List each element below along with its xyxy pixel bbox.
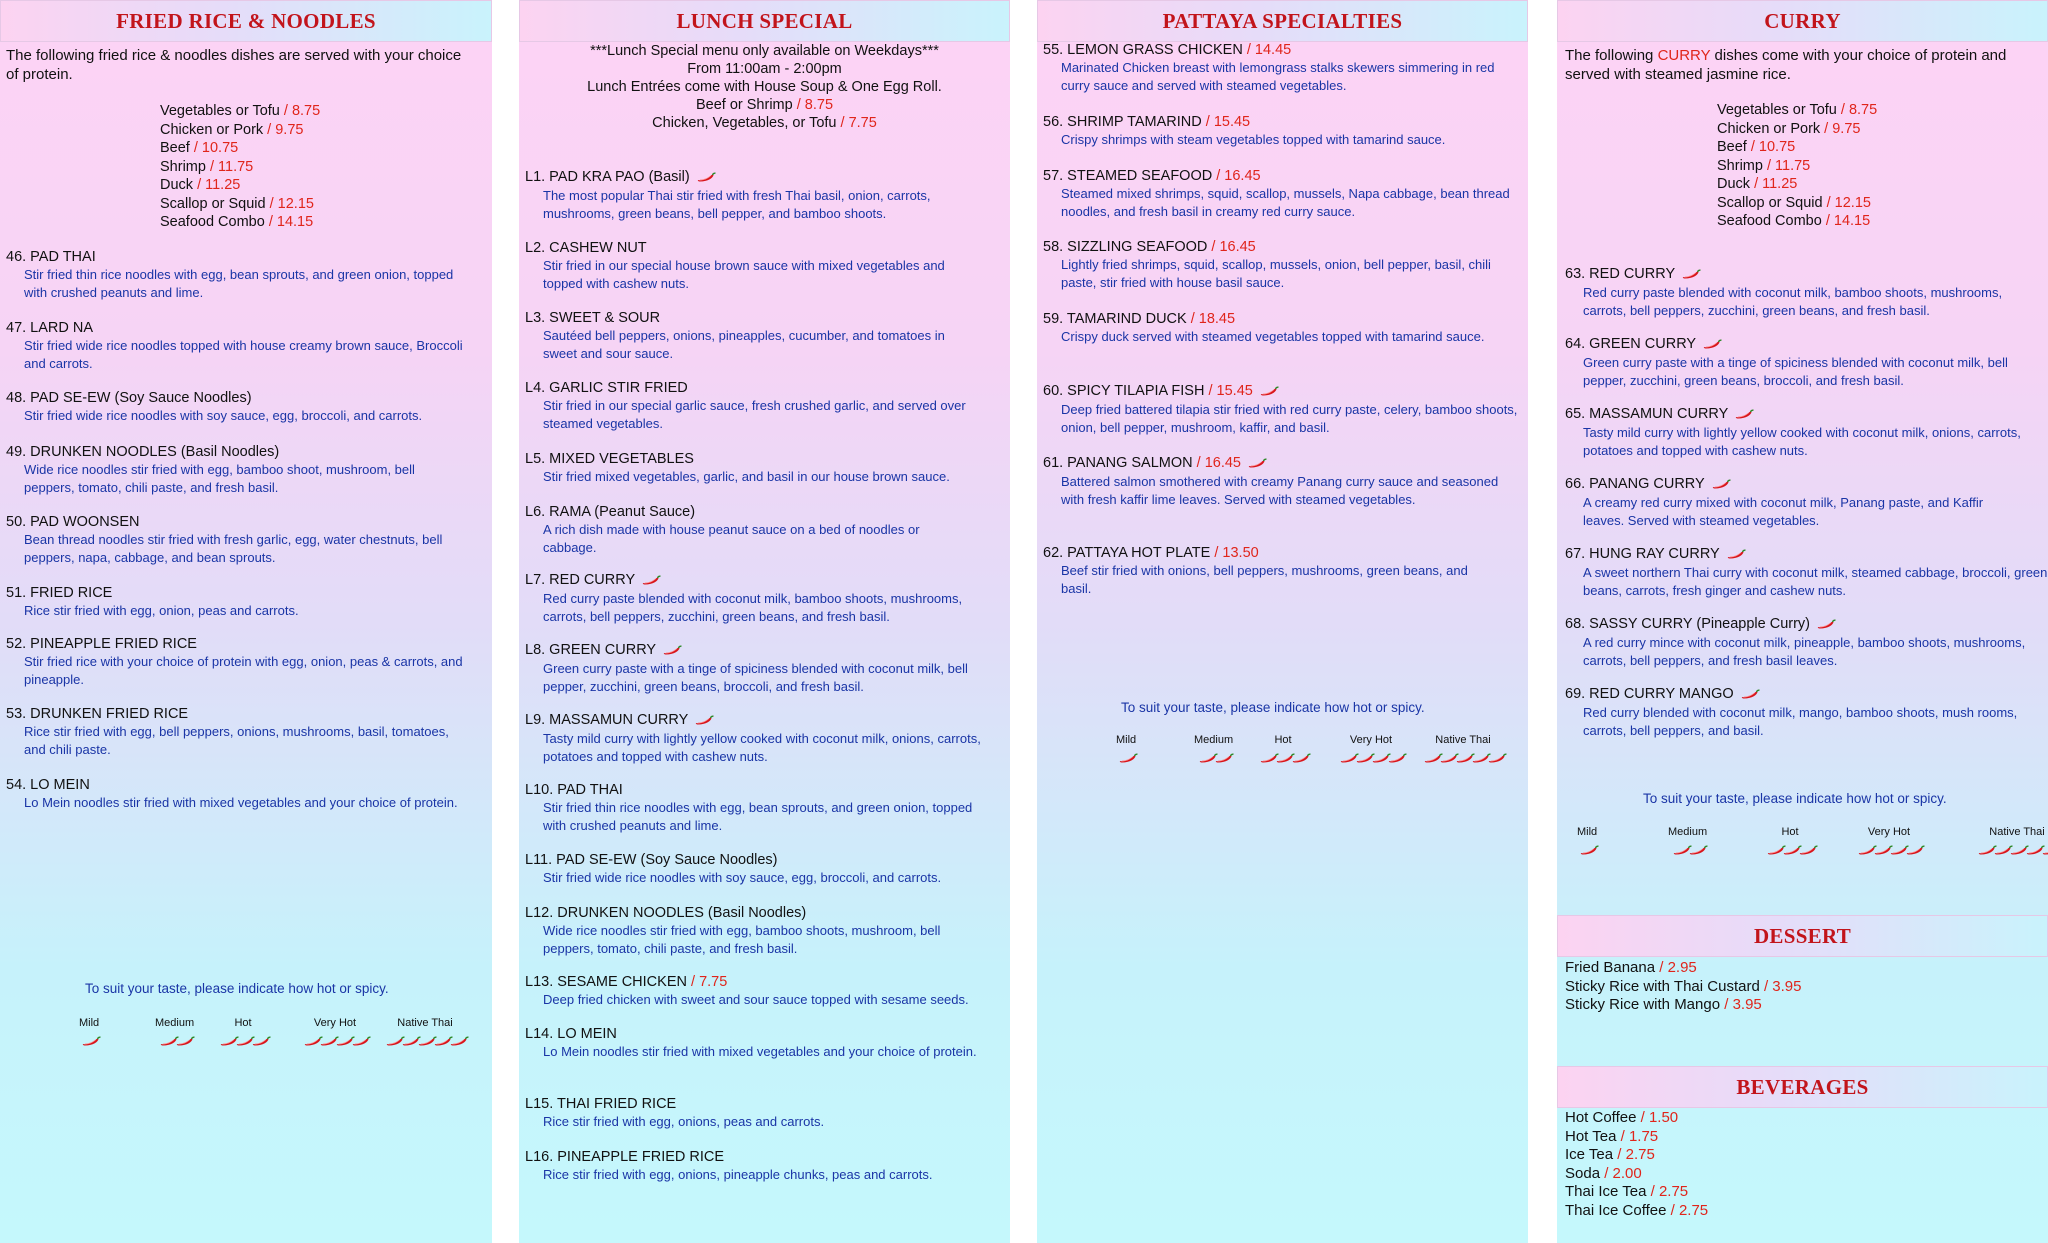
spice-level-label: Medium bbox=[1194, 734, 1234, 746]
price-row: Sticky Rice with Thai Custard / 3.95 bbox=[1565, 977, 1802, 995]
menu-item: L9. MASSAMUN CURRY Tasty mild curry with lightly yellow cooked with coconut milk, onions, carrots, potatoes and topped with cashew nuts. bbox=[525, 712, 981, 764]
price-row: Chicken or Pork / 9.75 bbox=[1717, 120, 1861, 137]
menu-item: 57. STEAMED SEAFOOD / 16.45 Steamed mixed shrimps, squid, scallop, mussels, Napa cabbage, bean thread noodles, and fresh basil in creamy red curry sauce. bbox=[1043, 168, 1510, 219]
pepper-icon bbox=[1259, 383, 1279, 401]
menu-item: 56. SHRIMP TAMARIND / 15.45 Crispy shrimps with steam vegetables topped with tamarind sauce. bbox=[1043, 114, 1446, 147]
menu-item: 62. PATTAYA HOT PLATE / 13.50 Beef stir fried with onions, bell peppers, mushrooms, green beans, and basil. bbox=[1043, 545, 1468, 596]
menu-item: 60. SPICY TILAPIA FISH / 15.45 Deep fried battered tilapia stir fried with red curry paste, celery, bamboo shoots, onion, bell pepper, mushroom, kaffir, and basil. bbox=[1043, 383, 1518, 435]
pepper-icon bbox=[1905, 842, 1925, 860]
spice-level-label: Native Thai bbox=[1989, 826, 2045, 838]
price-row: Hot Tea / 1.75 bbox=[1565, 1127, 1659, 1145]
menu-item: L15. THAI FRIED RICE Rice stir fried with egg, onions, peas and carrots. bbox=[525, 1096, 825, 1129]
menu-item: L4. GARLIC STIR FRIED Stir fried in our special garlic sauce, fresh crushed garlic, and served over steamed vegetables. bbox=[525, 380, 966, 431]
menu-item: 55. LEMON GRASS CHICKEN / 14.45 Marinated Chicken breast with lemongrass stalks skewers simmering in red curry sauce and served with steamed vegetables. bbox=[1043, 42, 1495, 93]
curry-title: CURRY bbox=[1764, 8, 1841, 33]
noodles-intro: The following fried rice & noodles dishes are served with your choice of protein. bbox=[6, 47, 462, 83]
spice-note: To suit your taste, please indicate how hot or spicy. bbox=[1121, 700, 1425, 715]
price-row: Seafood Combo / 14.15 bbox=[160, 214, 314, 230]
pattaya-title: PATTAYA SPECIALTIES bbox=[1162, 8, 1403, 33]
price-row: Scallop or Squid / 12.15 bbox=[1717, 194, 1871, 211]
spice-level-label: Medium bbox=[155, 1017, 195, 1029]
menu-item: L11. PAD SE-EW (Soy Sauce Noodles) Stir fried wide rice noodles with soy sauce, egg, broccoli, and carrots. bbox=[525, 852, 942, 885]
dessert-title: DESSERT bbox=[1753, 923, 1852, 948]
spice-level-label: Hot bbox=[1781, 826, 1799, 838]
menu-item: 50. PAD WOONSEN Bean thread noodles stir fried with fresh garlic, egg, water chestnuts, bell peppers, napa, cabbage, and bean sprouts. bbox=[6, 514, 443, 565]
menu-item: L8. GREEN CURRY Green curry paste with a tinge of spiciness blended with coconut milk, bell pepper, zucchini, green beans, broccoli, and fresh basil. bbox=[525, 642, 968, 694]
spice-note: To suit your taste, please indicate how hot or spicy. bbox=[85, 981, 389, 996]
pepper-icon bbox=[1579, 842, 1599, 860]
spice-level bbox=[219, 1017, 267, 1051]
menu-item: 65. MASSAMUN CURRY Tasty mild curry with lightly yellow cooked with coconut milk, onions, carrots, potatoes and topped with cashew nuts. bbox=[1565, 406, 2021, 458]
noodles-title: FRIED RICE & NOODLES bbox=[116, 8, 376, 33]
spice-level bbox=[1339, 734, 1403, 768]
price-row: Shrimp / 11.75 bbox=[1717, 157, 1811, 174]
menu-item: 68. SASSY CURRY (Pineapple Curry) A red curry mince with coconut milk, pineapple, bamboo shoots, mushrooms, carrots, bell peppers, and fresh basil leaves. bbox=[1565, 616, 2026, 668]
spice-level-label: Mild bbox=[1577, 826, 1598, 838]
price-row: Chicken, Vegetables, or Tofu / 7.75 bbox=[652, 115, 877, 131]
pepper-icon bbox=[1118, 750, 1138, 768]
spice-note: To suit your taste, please indicate how hot or spicy. bbox=[1643, 791, 1947, 806]
beverages-header bbox=[1557, 1066, 2048, 1108]
noodles-price-list bbox=[160, 102, 320, 232]
price-row: Duck / 11.25 bbox=[1717, 176, 1798, 192]
spice-level-label: Medium bbox=[1668, 826, 1708, 838]
pepper-icon bbox=[1214, 750, 1234, 768]
pepper-icon bbox=[1740, 686, 1760, 704]
spice-level bbox=[1577, 826, 1597, 860]
pattaya-column bbox=[1037, 0, 1528, 1243]
price-row: Fried Banana / 2.95 bbox=[1565, 959, 1697, 976]
curry-header bbox=[1557, 0, 2048, 42]
menu-item: L6. RAMA (Peanut Sauce) A rich dish made with house peanut sauce on a bed of noodles or cabbage. bbox=[525, 504, 920, 555]
beverages-list bbox=[1565, 1109, 1708, 1220]
spice-level-label: Very Hot bbox=[313, 1017, 357, 1029]
price-row: Soda / 2.00 bbox=[1565, 1164, 1642, 1182]
spice-level bbox=[1194, 734, 1233, 768]
spice-level-label: Hot bbox=[1274, 734, 1292, 746]
price-row: Beef or Shrimp / 8.75 bbox=[695, 97, 834, 113]
menu-item: L16. PINEAPPLE FRIED RICE Rice stir fried with egg, onions, pineapple chunks, peas and carrots. bbox=[525, 1149, 933, 1182]
pepper-icon bbox=[1247, 455, 1267, 473]
spice-level-label: Mild bbox=[79, 1017, 100, 1029]
menu-item: 61. PANANG SALMON / 16.45 Battered salmon smothered with creamy Panang curry sauce and seasoned with fresh kaffir lime leaves. Served with steamed vegetables. bbox=[1043, 455, 1499, 507]
dessert-header bbox=[1557, 915, 2048, 957]
price-row: Shrimp / 11.75 bbox=[160, 158, 254, 175]
pepper-icon bbox=[694, 712, 714, 730]
menu-item: L5. MIXED VEGETABLES Stir fried mixed vegetables, garlic, and basil in our house brown sauce. bbox=[525, 451, 950, 484]
pepper-icon bbox=[1387, 750, 1407, 768]
menu-item: 69. RED CURRY MANGO Red curry blended with coconut milk, mango, bamboo shoots, mush rooms, carrots, bell peppers, and basil. bbox=[1565, 686, 2018, 738]
menu-item: 51. FRIED RICE Rice stir fried with egg, onion, peas and carrots. bbox=[6, 585, 299, 618]
price-row: Sticky Rice with Mango / 3.95 bbox=[1565, 996, 1762, 1013]
lunch-title: LUNCH SPECIAL bbox=[676, 8, 853, 33]
menu-item: L13. SESAME CHICKEN / 7.75 Deep fried chicken with sweet and sour sauce topped with sesame seeds. bbox=[525, 974, 969, 1007]
pepper-icon bbox=[1681, 266, 1701, 284]
price-row: Thai Ice Coffee / 2.75 bbox=[1565, 1201, 1709, 1219]
beverages-title: BEVERAGES bbox=[1736, 1074, 1869, 1099]
spice-level bbox=[1423, 734, 1503, 768]
pepper-icon bbox=[1711, 476, 1731, 494]
menu-item: 52. PINEAPPLE FRIED RICE Stir fried rice with your choice of protein with egg, onion, peas & carrots, and pineapple. bbox=[6, 636, 463, 687]
price-row: Hot Coffee / 1.50 bbox=[1565, 1109, 1679, 1126]
pepper-icon bbox=[251, 1033, 271, 1051]
menu-item: L10. PAD THAI Stir fried thin rice noodles with egg, bean sprouts, and green onion, topped with crushed peanuts and lime. bbox=[525, 782, 973, 833]
spice-level-label: Native Thai bbox=[397, 1017, 453, 1029]
pepper-icon bbox=[1798, 842, 1818, 860]
pepper-icon bbox=[1726, 546, 1746, 564]
spice-level bbox=[155, 1017, 194, 1051]
menu-item: 54. LO MEIN Lo Mein noodles stir fried with mixed vegetables and your choice of protein. bbox=[6, 777, 458, 810]
pepper-icon bbox=[1688, 842, 1708, 860]
spice-level bbox=[1766, 826, 1814, 860]
menu-item: L2. CASHEW NUT Stir fried in our special house brown sauce with mixed vegetables and topped with cashew nuts. bbox=[525, 240, 945, 291]
menu-item: 59. TAMARIND DUCK / 18.45 Crispy duck served with steamed vegetables topped with tamarind sauce. bbox=[1043, 311, 1485, 344]
spice-level-label: Hot bbox=[234, 1017, 252, 1029]
price-row: Beef / 10.75 bbox=[1717, 139, 1796, 155]
spice-level bbox=[385, 1017, 465, 1051]
spice-level bbox=[1259, 734, 1307, 768]
dessert-list bbox=[1565, 959, 1802, 1015]
pepper-icon bbox=[2041, 842, 2048, 860]
menu-item: 53. DRUNKEN FRIED RICE Rice stir fried with egg, bell peppers, onions, mushrooms, basil, tomatoes, and chili paste. bbox=[6, 706, 449, 757]
menu-item: L3. SWEET & SOUR Sautéed bell peppers, onions, pineapples, cucumber, and tomatoes in sweet and sour sauce. bbox=[525, 310, 945, 361]
menu-item: L1. PAD KRA PAO (Basil) The most popular Thai stir fried with fresh Thai basil, onion, carrots, mushrooms, green beans, bell pepper, and bamboo shoots. bbox=[525, 169, 931, 221]
spice-level bbox=[1668, 826, 1707, 860]
menu-item: 64. GREEN CURRY Green curry paste with a tinge of spiciness blended with coconut milk, bell pepper, zucchini, green beans, broccoli, and fresh basil. bbox=[1565, 336, 2008, 388]
pepper-icon bbox=[175, 1033, 195, 1051]
price-row: Scallop or Squid / 12.15 bbox=[160, 195, 314, 212]
pepper-icon bbox=[1487, 750, 1507, 768]
pepper-icon bbox=[1816, 616, 1836, 634]
menu-item: 49. DRUNKEN NOODLES (Basil Noodles) Wide rice noodles stir fried with egg, bamboo shoot, mushroom, bell peppers, tomato, chili paste, and fresh basil. bbox=[6, 444, 415, 495]
price-row: Thai Ice Tea / 2.75 bbox=[1565, 1183, 1689, 1200]
pepper-icon bbox=[449, 1033, 469, 1051]
pepper-icon bbox=[662, 642, 682, 660]
menu-item: 47. LARD NA Stir fried wide rice noodles topped with house creamy brown sauce, Broccoli and carrots. bbox=[6, 320, 463, 371]
spice-level bbox=[79, 1017, 99, 1051]
pepper-icon bbox=[81, 1033, 101, 1051]
price-row: Duck / 11.25 bbox=[160, 177, 241, 193]
menu-item: 46. PAD THAI Stir fried thin rice noodles with egg, bean sprouts, and green onion, topped with crushed peanuts and lime. bbox=[6, 249, 454, 300]
spice-level bbox=[1857, 826, 1921, 860]
spice-level-label: Very Hot bbox=[1867, 826, 1911, 838]
pepper-icon bbox=[641, 572, 661, 590]
price-row: Beef / 10.75 bbox=[160, 140, 239, 156]
menu-item: L14. LO MEIN Lo Mein noodles stir fried with mixed vegetables and your choice of protein. bbox=[525, 1026, 977, 1059]
spice-level bbox=[303, 1017, 367, 1051]
pepper-icon bbox=[1702, 336, 1722, 354]
price-row: Seafood Combo / 14.15 bbox=[1717, 213, 1871, 229]
spice-level bbox=[1977, 826, 2048, 860]
menu-item: 66. PANANG CURRY A creamy red curry mixed with coconut milk, Panang paste, and Kaffir leaves. Served with steamed vegetables. bbox=[1565, 476, 1984, 528]
curry-column bbox=[1557, 0, 2048, 1243]
spice-level bbox=[1116, 734, 1136, 768]
spice-level-label: Native Thai bbox=[1435, 734, 1491, 746]
pepper-icon bbox=[351, 1033, 371, 1051]
curry-intro: The following CURRY dishes come with your choice of protein and served with steamed jasmine rice. bbox=[1565, 47, 2007, 83]
pattaya-header bbox=[1037, 0, 1528, 42]
lunch-header bbox=[519, 0, 1010, 42]
curry-price-list bbox=[1717, 101, 1877, 231]
menu-item: 48. PAD SE-EW (Soy Sauce Noodles) Stir fried wide rice noodles with soy sauce, egg, broccoli, and carrots. bbox=[6, 390, 423, 423]
menu-item: 67. HUNG RAY CURRY A sweet northern Thai curry with coconut milk, steamed cabbage, broccoli, green beans, carrots, fresh ginger and cashew nuts. bbox=[1565, 546, 2048, 598]
menu-item: 58. SIZZLING SEAFOOD / 16.45 Lightly fried shrimps, squid, scallop, mussels, onion, bell pepper, basil, chili paste, stir fried with house basil sauce. bbox=[1043, 239, 1491, 290]
price-row: Vegetables or Tofu / 8.75 bbox=[1717, 102, 1878, 118]
menu-item: L12. DRUNKEN NOODLES (Basil Noodles) Wide rice noodles stir fried with egg, bamboo shoots, mushroom, bell peppers, tomato, chili paste, and fresh basil. bbox=[525, 905, 941, 956]
noodles-header bbox=[0, 0, 492, 42]
menu-item: 63. RED CURRY Red curry paste blended with coconut milk, bamboo shoots, mushrooms, carrots, bell peppers, zucchini, green beans, and fresh basil. bbox=[1565, 266, 2003, 318]
spice-level-label: Very Hot bbox=[1349, 734, 1393, 746]
price-row: Chicken or Pork / 9.75 bbox=[160, 121, 304, 138]
lunch-column bbox=[519, 0, 1010, 1243]
pepper-icon bbox=[1291, 750, 1311, 768]
pepper-icon bbox=[696, 169, 716, 187]
price-row: Vegetables or Tofu / 8.75 bbox=[160, 103, 321, 119]
spice-level-label: Mild bbox=[1116, 734, 1137, 746]
lunch-info: ***Lunch Special menu only available on Weekdays*** From 11:00am - 2:00pm Lunch Entrées come with House Soup & One Egg Roll. Beef or Shrimp / 8.75 Chicken, Vegetables, or Tofu / 7.75 bbox=[519, 42, 1010, 132]
price-row: Ice Tea / 2.75 bbox=[1565, 1146, 1655, 1163]
noodles-column bbox=[0, 0, 492, 1243]
menu-item: L7. RED CURRY Red curry paste blended with coconut milk, bamboo shoots, mushrooms, carrots, bell peppers, zucchini, green beans, and fresh basil. bbox=[525, 572, 963, 624]
pepper-icon bbox=[1734, 406, 1754, 424]
